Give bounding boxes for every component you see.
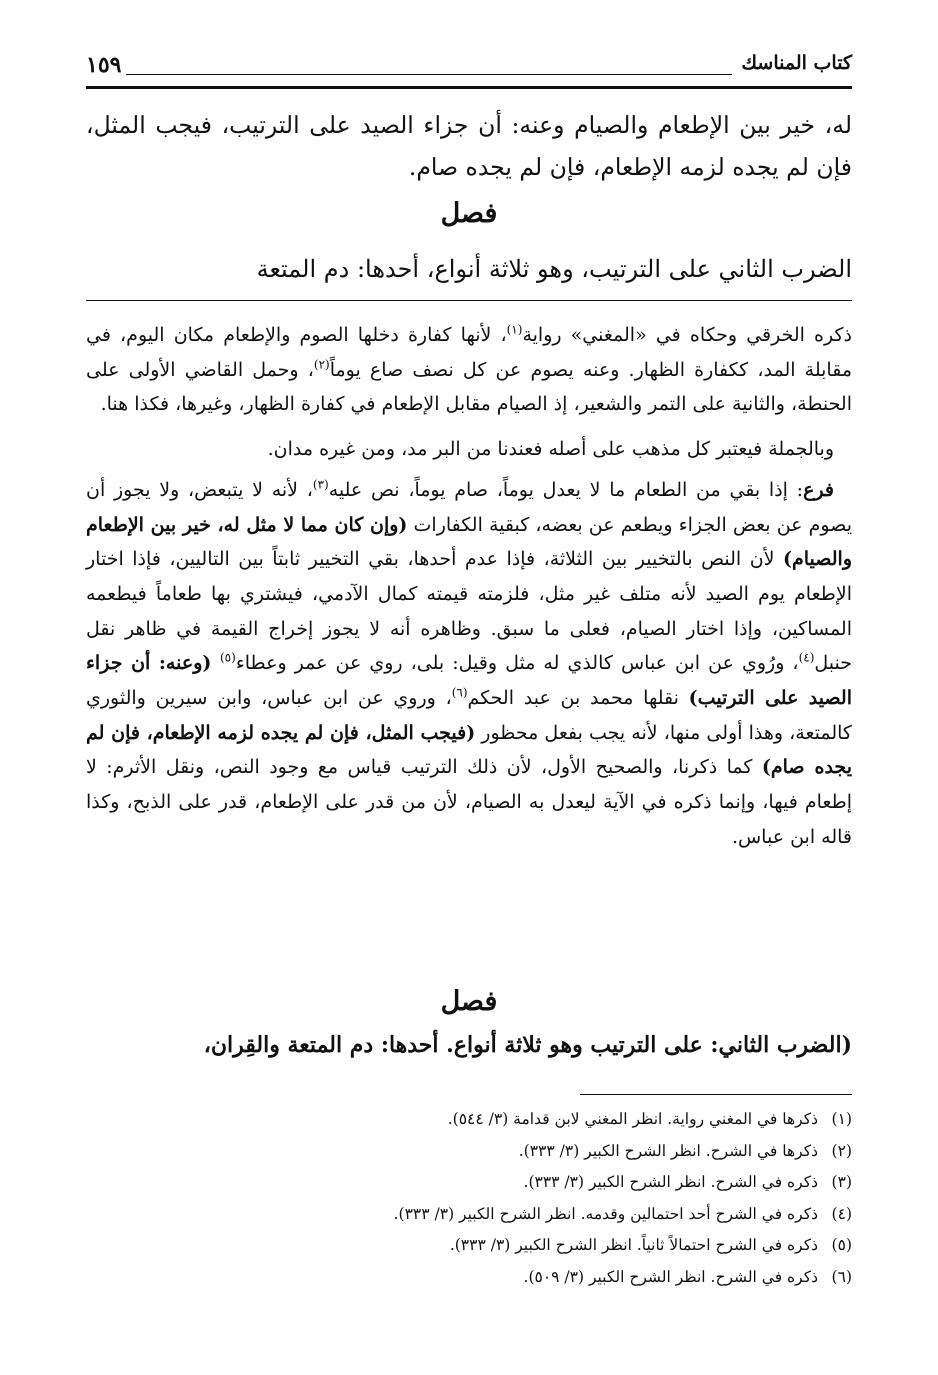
footnote-ref[interactable]: (٦) bbox=[451, 685, 468, 700]
footnote-text: ذكره في الشرح احتمالاً ثانياً. انظر الشرح الكبير (٣/ ٣٣٣). bbox=[449, 1236, 818, 1254]
footnote-text: ذكره في الشرح. انظر الشرح الكبير (٣/ ٣٣٣). bbox=[523, 1173, 818, 1191]
commentary-text: : إذا بقي من الطعام ما لا يعدل يوماً، صام يوماً، نص عليه bbox=[328, 478, 804, 501]
commentary-text: ، لأنها كفارة دخلها الصوم والإطعام مكان اليوم، في مقابلة المد، ككفارة الظهار. وعنه يصوم عن كل نصف صاع يوماً bbox=[86, 324, 853, 381]
footnote-number: (٤) bbox=[831, 1204, 852, 1223]
quoted-matn: (وعنه: أن جزاء الصيد على الترتيب) bbox=[86, 652, 852, 710]
footnote-number: (٣) bbox=[831, 1173, 852, 1191]
commentary-text: ، وروي عن ابن عباس، وابن سيرين والثوري كالمتعة، وهذا أولى منها، لأنه يجب بفعل محظور bbox=[86, 687, 852, 744]
commentary-text: ذكره الخرقي وحكاه في «المغني» رواية bbox=[522, 324, 853, 346]
footnote-ref[interactable]: (٤) bbox=[798, 651, 815, 665]
book-title: كتاب المناسك bbox=[741, 52, 852, 74]
matn-sharh-divider bbox=[86, 300, 852, 301]
commentary-body bbox=[86, 318, 852, 855]
footnote-ref[interactable]: (٢) bbox=[313, 357, 330, 372]
footnote-text: ذكرها في المغني رواية. انظر المغني لابن قدامة (٣/ ٥٤٤). bbox=[447, 1110, 818, 1128]
section-heading: فصل bbox=[440, 986, 498, 1017]
matn-paragraph-bottom: (الضرب الثاني: على الترتيب وهو ثلاثة أنواع. أحدها: دم المتعة والقِران، bbox=[203, 1032, 852, 1058]
footnote-item bbox=[152, 1230, 852, 1262]
header-rule bbox=[126, 74, 732, 75]
commentary-paragraph bbox=[86, 318, 852, 422]
header-divider bbox=[86, 86, 852, 89]
footnote-text: ذكرها في الشرح. انظر الشرح الكبير (٣/ ٣٣٣). bbox=[518, 1141, 818, 1160]
matn-paragraph-top: له، خير بين الإطعام والصيام وعنه: أن جزاء الصيد على الترتيب، فيجب المثل، فإن لم يجده لزمه الإطعام، فإن لم يجده صام. bbox=[86, 111, 852, 181]
footnote-number: (٥) bbox=[831, 1236, 852, 1254]
commentary-paragraph: وبالجملة فيعتبر كل مذهب على أصله فعندنا من البر مد، ومن غيره مدان. bbox=[267, 438, 834, 461]
footnote-item bbox=[152, 1136, 852, 1168]
footnotes-list bbox=[152, 1104, 852, 1293]
commentary-text: لأن النص بالتخيير بين الثلاثة، فإذا عدم أحدها، بقي التخيير ثابتاً بين التاليين، فإذا اختار الإطعام يوم الصيد لأنه متلف غير مثل، فلزمته قيمته كمال الآدمي، فيشتري بها طعاماً فيطعمه المساكين، وإذا اختار الصيام، فعلى ما سبق. وظاهره أنه لا يجوز إخراج القيمة في ظاهر نقل حنبل bbox=[86, 548, 852, 675]
footnote-item bbox=[152, 1104, 852, 1136]
footnote-item bbox=[152, 1167, 852, 1199]
footnote-number: (١) bbox=[831, 1110, 852, 1128]
section-heading: فصل bbox=[440, 198, 498, 229]
footnote-ref[interactable]: (١) bbox=[506, 322, 523, 337]
footnote-number: (٢) bbox=[831, 1141, 852, 1160]
commentary-text: نقلها محمد بن عبد الحكم bbox=[467, 687, 689, 710]
quoted-matn: (فيجب المثل، فإن لم يجده لزمه الإطعام، فإن لم يجده صام) bbox=[86, 721, 852, 779]
matn-paragraph-second: الضرب الثاني على الترتيب، وهو ثلاثة أنواع، أحدها: دم المتعة bbox=[256, 255, 852, 283]
commentary-text: ، لأنه لا يتبعض، ولا يجوز أن يصوم عن بعض الجزاء ويطعم عن بعضه، كبقية الكفارات bbox=[86, 478, 852, 536]
commentary-paragraph bbox=[86, 473, 852, 855]
footnote-text: ذكره في الشرح أحد احتمالين وقدمه. انظر الشرح الكبير (٣/ ٣٣٣). bbox=[393, 1204, 818, 1223]
branch-label: فرع bbox=[803, 478, 834, 501]
page-number: ١٥٩ bbox=[86, 52, 122, 78]
footnote-number: (٦) bbox=[831, 1267, 852, 1286]
footnote-item bbox=[152, 1199, 852, 1231]
footnote-ref[interactable]: (٥) bbox=[219, 651, 236, 665]
commentary-text: ، ورُوي عن ابن عباس كالذي له مثل وقيل: بلى، روي عن عمر وعطاء bbox=[235, 652, 799, 675]
commentary-text: كما ذكرنا، والصحيح الأول، لأن ذلك الترتيب قياس مع وجود النص، ونقل الأثرم: لا إطعام فيها، وإنما ذكره في الآية ليعدل به الصيام، لأن من قدر على الإطعام، قدر على الذبح، وكذا قاله ابن عباس. bbox=[86, 756, 852, 848]
footnote-item bbox=[152, 1262, 852, 1294]
footnote-text: ذكره في الشرح. انظر الشرح الكبير (٣/ ٥٠٩). bbox=[523, 1267, 818, 1286]
commentary-text: ، وحمل القاضي الأولى على الحنطة، والثانية على التمر والشعير، إذ الصيام مقابل الإطعام في كفارة الظهار، وغيرها، فكذا هنا. bbox=[86, 358, 852, 416]
footnote-ref[interactable]: (٣) bbox=[312, 477, 329, 492]
quoted-matn: (وإن كان مما لا مثل له، خير بين الإطعام والصيام) bbox=[86, 513, 852, 571]
footnote-rule bbox=[580, 1094, 852, 1095]
page-header bbox=[86, 50, 852, 90]
